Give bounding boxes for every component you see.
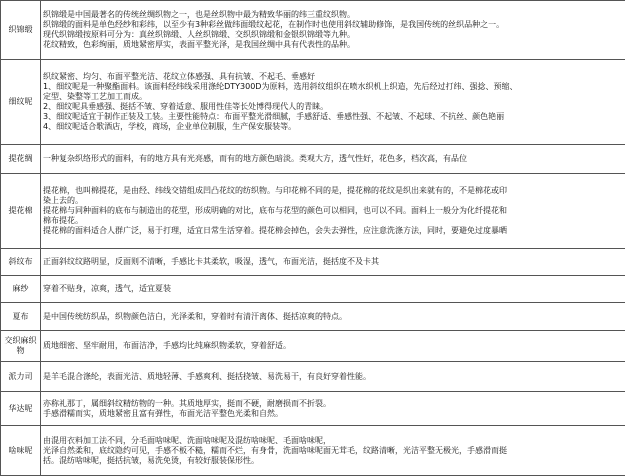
- description-line: 提花棉的面料适合人群广泛，易于打理，适宜日常生活穿着。提花棉会掉色，会失去弹性，应注意洗涤方法，同时，要避免过度暴晒: [43, 226, 623, 236]
- fabric-name: 提花绸: [9, 154, 33, 163]
- fabric-description-cell: [41, 145, 625, 174]
- fabric-name: 华达呢: [9, 404, 33, 413]
- table-row: [1, 362, 625, 392]
- fabric-table-body: [1, 1, 625, 476]
- description-line: 织纹紧密、均匀、布面平整光洁、花纹立体感强、具有抗皱、不起毛、垂感好: [43, 72, 623, 82]
- fabric-name-cell: [1, 145, 41, 174]
- description-line: 3、细纹呢适宜于制作正装及工装。主要性能特点：布面平整光滑细腻，手感舒适、垂感性强、不起皱、不起球、不抗丝、颜色艳丽: [43, 112, 623, 122]
- description-line: 织锦缎的面料是单色经纱和彩纬，以至少有3种彩丝做纬面缎纹起花，在制作时也使用斜纹辅助修饰，是我国传统的丝织品种之一。: [43, 20, 623, 30]
- table-row: [1, 60, 625, 145]
- description-line: 亦称礼那丁，属细斜纹精纺物的一种。其质地厚实，挺而不硬，耐磨损而不折裂。: [43, 399, 623, 409]
- fabric-name-cell: [1, 303, 41, 331]
- description-line: 一种复杂织络形式的面料，有的地方具有光亮感，而有的地方颜色暗淡。类观大方，透气性好，花色多，档次高，有品位: [43, 154, 623, 164]
- table-row: [1, 1, 625, 60]
- fabric-description-cell: [41, 362, 625, 392]
- table-row: [1, 145, 625, 174]
- description-line: 正面斜纹纹路明显，反面则不清晰，手感比卡其柔软，吸湿，透气，布面光洁，挺括度不及卡其: [43, 257, 623, 267]
- fabric-description-cell: [41, 426, 625, 476]
- fabric-description-cell: [41, 303, 625, 331]
- description-line: 提花棉与同种面料的底布与制造出的花型，形成明确的对比，底布与花型的颜色可以相同，也可以不同。面料上一般分为化纤提花和: [43, 206, 623, 216]
- description-line: 光泽自然柔和，底纹隐约可见，手感不板不糙，糯而不烂，有身骨，洗面啥味呢面无茸毛，纹路清晰，光洁平整无极光，手感滑而挺: [43, 446, 623, 456]
- fabric-description-cell: [41, 60, 625, 145]
- description-line: 花纹精致，色彩绚丽，质地紧密厚实，表面平整光泽，是我国丝绸中具有代表性的品种。: [43, 40, 623, 50]
- fabric-name: 夏布: [13, 312, 29, 321]
- fabric-description-cell: [41, 1, 625, 60]
- fabric-name: 啥味呢: [9, 446, 33, 455]
- fabric-name-cell: [1, 392, 41, 426]
- fabric-name-cell: [1, 60, 41, 145]
- fabric-name: 派力司: [9, 372, 33, 381]
- table-row: [1, 303, 625, 331]
- fabric-description-cell: [41, 174, 625, 249]
- description-line: 棉布提花。: [43, 216, 623, 226]
- table-row: [1, 331, 625, 362]
- fabric-description-cell: [41, 392, 625, 426]
- fabric-name: 麻纱: [13, 284, 29, 293]
- fabric-name-cell: [1, 1, 41, 60]
- fabric-description-cell: [41, 276, 625, 303]
- description-line: 括。混纺啥味呢，挺括抗皱，易洗免烫，有较好服装保形性。: [43, 456, 623, 466]
- fabric-description-cell: [41, 249, 625, 276]
- fabric-name: 提花棉: [9, 206, 33, 215]
- description-line: 手感滑糯而实，质地紧密且富有弹性，布面光洁平整色光柔和自然。: [43, 409, 623, 419]
- table-row: [1, 392, 625, 426]
- fabric-name-cell: [1, 331, 41, 362]
- description-line: 定型、染整等工艺加工而成。: [43, 92, 623, 102]
- table-row: [1, 276, 625, 303]
- fabric-name-cell: [1, 362, 41, 392]
- description-line: 是羊毛混合涤纶，表面光洁、质地轻薄、手感爽利、挺括挠皱、易洗易干，有良好穿着性能。: [43, 372, 623, 382]
- fabric-description-cell: [41, 331, 625, 362]
- description-line: 染上去的。: [43, 196, 623, 206]
- fabric-name-cell: [1, 249, 41, 276]
- description-line: 2、细纹呢具垂感强、挺括不皱、穿着适意、服用性佳等长处博得现代人的青睐。: [43, 102, 623, 112]
- description-line: 由混用衣料加工法不同，分毛面啥味呢、洗面啥味呢及混纺啥味呢、毛面啥味呢，: [43, 436, 623, 446]
- description-line: 提花棉，也叫棉提花，是由经、纬线交错组成凹凸花纹的纺织物。与印花棉不同的是，提花棉的花纹是织出来就有的，不是棉花或印: [43, 186, 623, 196]
- description-line: 质地细密、坚牢耐用，布面洁净，手感均比纯麻织物柔软，穿着舒适。: [43, 341, 623, 351]
- description-line: 现代织锦缎按原料可分为：真丝织锦缎、人丝织锦缎、交织织锦缎和金银织锦缎等九种。: [43, 30, 623, 40]
- fabric-name: 织锦缎: [9, 25, 33, 34]
- description-line: 穿着不贴身，凉爽，透气，适宜夏装: [43, 284, 623, 294]
- fabric-name-cell: [1, 174, 41, 249]
- table-row: [1, 174, 625, 249]
- description-line: 是中国传统纺织品，织物颜色洁白，光泽柔和，穿着时有清汗离体、挺括凉爽的特点。: [43, 312, 623, 322]
- fabric-name-cell: [1, 276, 41, 303]
- fabric-name-cell: [1, 426, 41, 476]
- table-row: [1, 426, 625, 476]
- table-row: [1, 249, 625, 276]
- fabric-name: 斜纹布: [9, 257, 33, 266]
- fabric-name: 交织麻织物: [5, 336, 37, 355]
- description-line: 4、细纹呢适合歌酒店，学校，商场，企业单位制服，生产保安服装等。: [43, 122, 623, 132]
- description-line: 1、细纹呢是一种聚酯面料。该面料经纬线采用涤纶DTY300D为原料，选用斜纹组织在喷水织机上织造，先后经过打纬、强捻、预缩、: [43, 82, 623, 92]
- description-line: 织锦缎是中国最著名的传统丝绸织物之一，也是丝织物中最为精致华丽的纬三重纹织物。: [43, 10, 623, 20]
- fabric-name: 细纹呢: [9, 97, 33, 106]
